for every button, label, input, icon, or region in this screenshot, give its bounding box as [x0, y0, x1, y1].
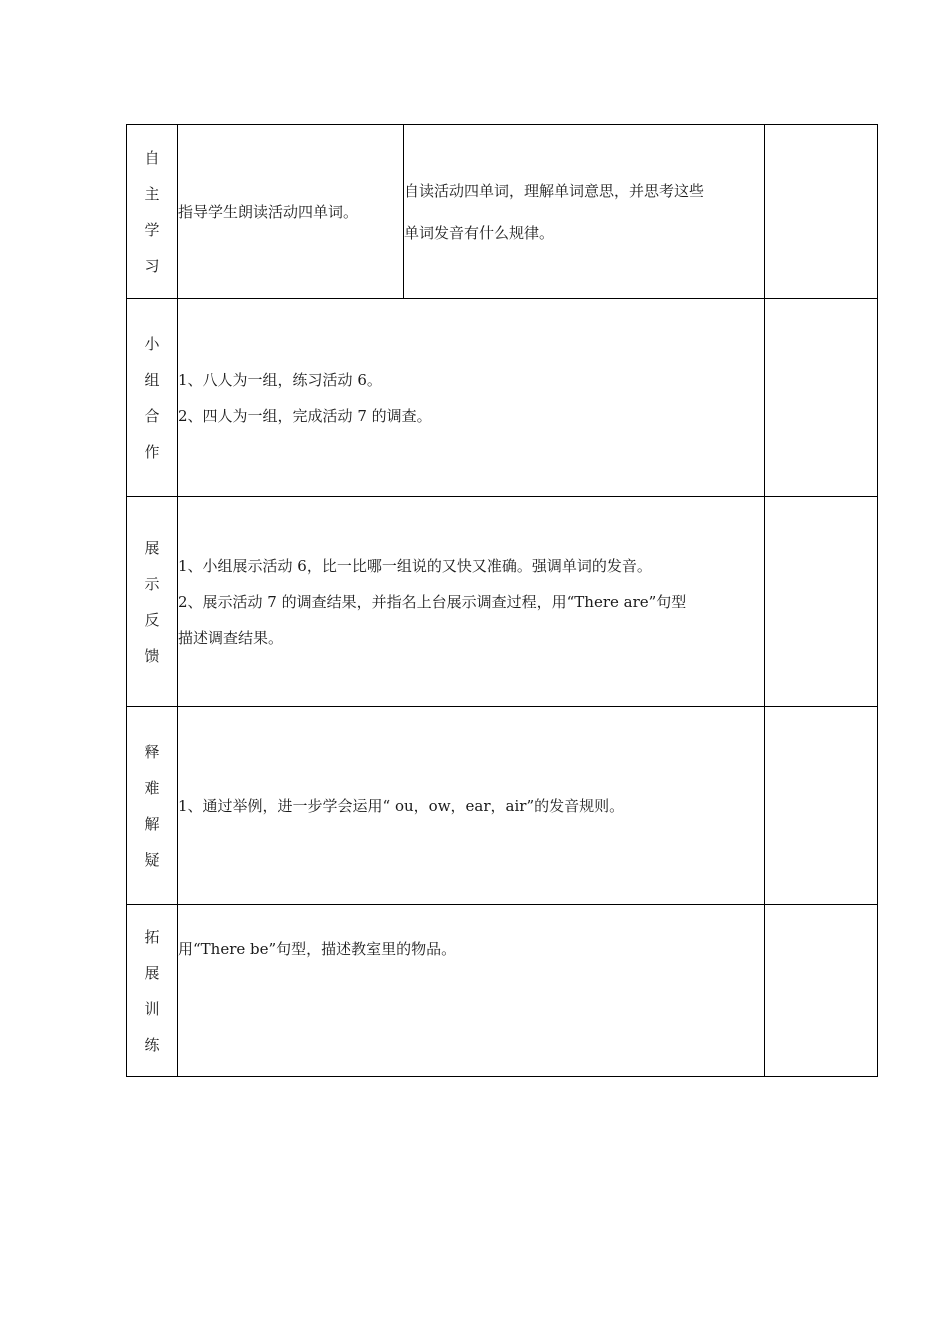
row-extension-practice: [127, 905, 878, 1077]
notes-cell: [765, 299, 878, 497]
clarify-content: [178, 707, 765, 905]
stage-label-clarify: 释 难 解 疑: [127, 707, 178, 905]
group-work-content: [178, 299, 765, 497]
content-line: 描述调查结果。: [178, 628, 284, 647]
content-line: 2、四人为一组，完成活动 7 的调查。: [178, 406, 432, 425]
student-activity-line: 单词发音有什么规律。: [404, 223, 555, 242]
content-line: 1、八人为一组，练习活动 6。: [178, 370, 382, 389]
content-line: 1、小组展示活动 6，比一比哪一组说的又快又准确。强调单词的发音。: [178, 556, 652, 575]
stage-label-extension: 拓 展 训 练: [127, 905, 178, 1077]
row-clarify-difficulties: [127, 707, 878, 905]
lesson-plan-table: [126, 124, 878, 1077]
content-line: 2、展示活动 7 的调查结果，并指名上台展示调查过程，用“There are”句型: [178, 592, 687, 611]
row-self-study: [127, 125, 878, 299]
student-activity-line: 自读活动四单词，理解单词意思，并思考这些: [404, 181, 705, 200]
presentation-content: [178, 497, 765, 707]
content-line: 1、通过举例，进一步学会运用“ ou，ow，ear，air”的发音规则。: [178, 796, 625, 815]
row-presentation-feedback: [127, 497, 878, 707]
notes-cell: [765, 497, 878, 707]
stage-label-presentation: 展 示 反 馈: [127, 497, 178, 707]
extension-content: [178, 905, 765, 1077]
teacher-activity-text: 指导学生朗读活动四单词。: [178, 202, 359, 221]
student-activity-cell: [404, 125, 765, 299]
notes-cell: [765, 905, 878, 1077]
stage-label-self-study: 自 主 学 习: [127, 125, 178, 299]
stage-label-group-work: 小 组 合 作: [127, 299, 178, 497]
row-group-work: [127, 299, 878, 497]
notes-cell: [765, 707, 878, 905]
teacher-activity-cell: [178, 125, 404, 299]
notes-cell: [765, 125, 878, 299]
content-line: 用“There be”句型，描述教室里的物品。: [178, 940, 457, 958]
